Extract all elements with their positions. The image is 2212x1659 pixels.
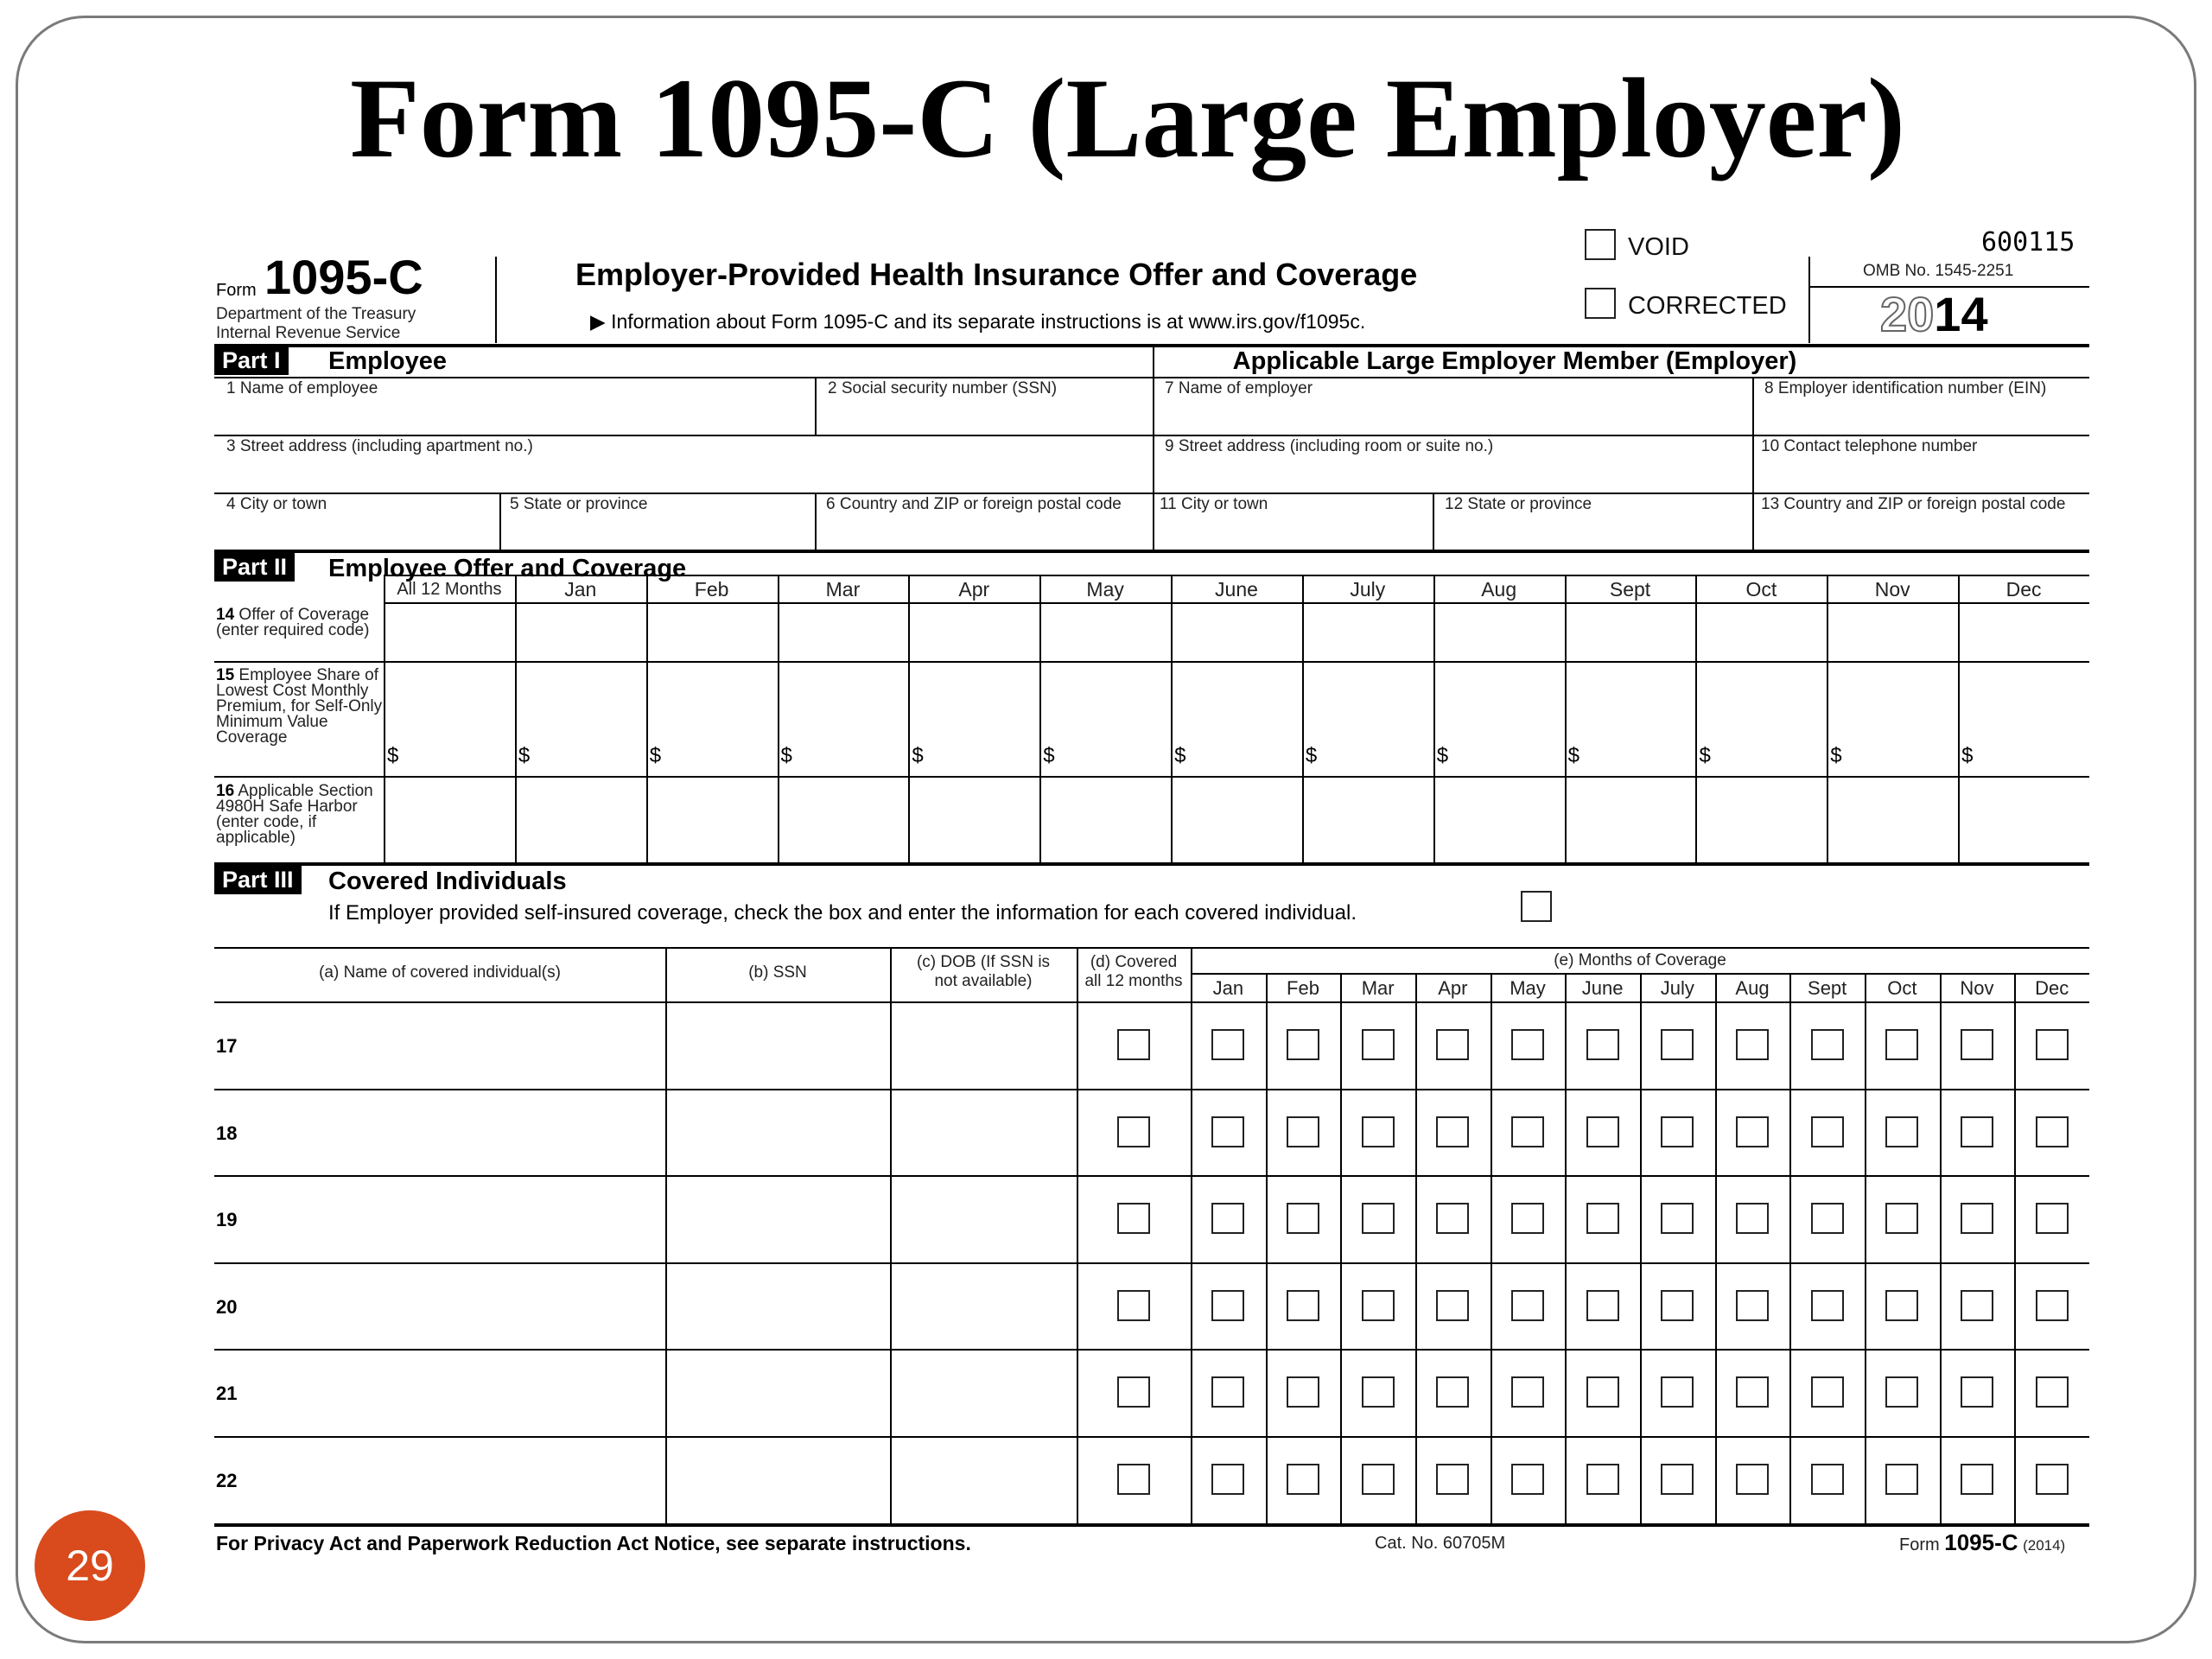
covered-month-checkbox-oct[interactable] xyxy=(1885,1376,1918,1408)
part3-month-divider xyxy=(1565,973,1567,1523)
part3-month-header: Apr xyxy=(1438,977,1468,999)
row14-cell[interactable] xyxy=(1435,604,1563,659)
row14-cell[interactable] xyxy=(1304,604,1432,659)
covered-month-checkbox-july[interactable] xyxy=(1661,1376,1694,1408)
covered-ssn-field[interactable] xyxy=(669,1440,887,1520)
part3-month-divider xyxy=(1789,973,1791,1523)
part3-month-divider xyxy=(1491,973,1492,1523)
part2-month-header: July xyxy=(1350,578,1386,601)
covered-month-checkbox-sept[interactable] xyxy=(1811,1203,1844,1234)
part2-month-header-top xyxy=(384,575,2089,576)
covered-month-checkbox-feb[interactable] xyxy=(1287,1464,1319,1495)
part2-month-header: Nov xyxy=(1874,578,1910,601)
divider-1-2 xyxy=(815,377,817,435)
part3-row-line xyxy=(214,1089,2089,1090)
covered-month-checkbox-mar[interactable] xyxy=(1362,1290,1395,1321)
part2-month-header: Aug xyxy=(1481,578,1517,601)
row16-cell[interactable] xyxy=(517,778,645,861)
part3-month-header: Dec xyxy=(2035,977,2069,999)
footer-year: (2014) xyxy=(2023,1537,2066,1554)
header-divider-left xyxy=(495,257,497,343)
part2-month-header: Apr xyxy=(958,578,990,601)
row14-cell[interactable] xyxy=(1960,604,2088,659)
covered-month-checkbox-oct[interactable] xyxy=(1885,1203,1918,1234)
field-10-label: 10 Contact telephone number xyxy=(1761,437,1978,455)
row14-number: 14 xyxy=(216,606,235,624)
part3-month-divider xyxy=(1340,973,1342,1523)
covered-month-checkbox-jan[interactable] xyxy=(1211,1116,1244,1147)
col-c-header-line1: (c) DOB (If SSN is xyxy=(916,953,1051,971)
row16-number: 16 xyxy=(216,782,235,800)
covered-month-checkbox-may[interactable] xyxy=(1511,1290,1544,1321)
part2-bottom-border xyxy=(214,862,2089,866)
covered-month-checkbox-july[interactable] xyxy=(1661,1116,1694,1147)
part2-badge: Part II xyxy=(214,553,295,582)
covered-month-checkbox-oct[interactable] xyxy=(1885,1464,1918,1495)
covered-month-checkbox-apr[interactable] xyxy=(1436,1029,1469,1060)
row16-cell[interactable] xyxy=(648,778,776,861)
part2-row14-line xyxy=(214,661,2089,663)
corrected-checkbox[interactable] xyxy=(1585,288,1616,319)
covered-month-checkbox-mar[interactable] xyxy=(1362,1203,1395,1234)
row15-currency[interactable]: $ xyxy=(1567,744,1580,767)
covered-ssn-field[interactable] xyxy=(669,1266,887,1346)
part3-month-divider xyxy=(1715,973,1717,1523)
part2-title: Employee Offer and Coverage xyxy=(328,555,687,582)
covered-name-field[interactable] xyxy=(218,1440,662,1520)
field-13-label: 13 Country and ZIP or foreign postal code xyxy=(1761,495,2066,513)
covered-all-12-months-checkbox[interactable] xyxy=(1117,1290,1150,1321)
part1-title: Employee xyxy=(328,347,447,375)
form-number: 1095-C xyxy=(264,250,423,304)
row14-cell[interactable] xyxy=(517,604,645,659)
row14-cell[interactable] xyxy=(779,604,907,659)
row16-cell[interactable] xyxy=(385,778,513,861)
covered-month-checkbox-jan[interactable] xyxy=(1211,1464,1244,1495)
field-1-label: 1 Name of employee xyxy=(226,379,378,397)
covered-month-checkbox-sept[interactable] xyxy=(1811,1116,1844,1147)
field-11-label: 11 City or town xyxy=(1160,495,1268,513)
row16-cell[interactable] xyxy=(1173,778,1300,861)
covered-name-field[interactable] xyxy=(218,1352,662,1433)
row15-currency[interactable]: $ xyxy=(1699,744,1711,767)
form-1095c xyxy=(214,229,2089,1560)
row16-label xyxy=(216,784,389,846)
covered-month-checkbox-may[interactable] xyxy=(1511,1376,1544,1408)
covered-month-checkbox-dec[interactable] xyxy=(2036,1029,2069,1060)
covered-month-checkbox-may[interactable] xyxy=(1511,1203,1544,1234)
covered-month-checkbox-june[interactable] xyxy=(1586,1376,1619,1408)
field-2-label: 2 Social security number (SSN) xyxy=(828,379,1058,397)
covered-month-checkbox-mar[interactable] xyxy=(1362,1464,1395,1495)
covered-month-checkbox-apr[interactable] xyxy=(1436,1290,1469,1321)
covered-month-checkbox-july[interactable] xyxy=(1661,1203,1694,1234)
row15-currency[interactable]: $ xyxy=(1961,744,1974,767)
part1-header-underline xyxy=(214,377,2089,378)
row14-cell[interactable] xyxy=(1567,604,1694,659)
covered-ssn-field[interactable] xyxy=(669,1352,887,1433)
row14-cell[interactable] xyxy=(910,604,1038,659)
row14-cell[interactable] xyxy=(648,604,776,659)
row16-text: Applicable Section 4980H Safe Harbor (enter code, if applicable) xyxy=(216,782,373,847)
part2-month-header: Mar xyxy=(825,578,861,601)
row14-cell[interactable] xyxy=(1697,604,1825,659)
part3-row-line xyxy=(214,1175,2089,1177)
part3-instruction: If Employer provided self-insured coverage, check the box and enter the information for each covered individual. xyxy=(328,901,1357,925)
covered-row-number: 20 xyxy=(216,1295,238,1318)
covered-row-number: 21 xyxy=(216,1382,238,1405)
row15-currency[interactable]: $ xyxy=(1830,744,1842,767)
covered-month-checkbox-aug[interactable] xyxy=(1736,1203,1769,1234)
col-d-header-line2: all 12 months xyxy=(1084,972,1183,990)
part2-month-header: Sept xyxy=(1609,578,1651,601)
part3-month-header: Aug xyxy=(1735,977,1770,999)
covered-month-checkbox-feb[interactable] xyxy=(1287,1029,1319,1060)
covered-all-12-months-checkbox[interactable] xyxy=(1117,1464,1150,1495)
covered-name-field[interactable] xyxy=(218,1092,662,1173)
covered-month-checkbox-may[interactable] xyxy=(1511,1464,1544,1495)
part3-header-top xyxy=(214,947,2089,949)
cat-number: Cat. No. 60705M xyxy=(1375,1534,1506,1553)
privacy-notice: For Privacy Act and Paperwork Reduction Act Notice, see separate instructions. xyxy=(216,1532,971,1554)
tax-year xyxy=(1880,288,1988,341)
row15-currency[interactable]: $ xyxy=(387,744,399,767)
row16-cell[interactable] xyxy=(910,778,1038,861)
covered-month-checkbox-july[interactable] xyxy=(1661,1290,1694,1321)
covered-month-checkbox-oct[interactable] xyxy=(1885,1116,1918,1147)
covered-month-checkbox-feb[interactable] xyxy=(1287,1290,1319,1321)
form-code: 600115 xyxy=(1981,227,2075,257)
row14-cell[interactable] xyxy=(385,604,513,659)
part3-month-header: July xyxy=(1660,977,1694,999)
slide-title: Form 1095-C (Large Employer) xyxy=(350,54,1905,181)
covered-month-checkbox-aug[interactable] xyxy=(1736,1116,1769,1147)
part1-row2-line xyxy=(214,493,2089,494)
tax-year-light: 20 xyxy=(1880,287,1935,341)
covered-month-checkbox-aug[interactable] xyxy=(1736,1376,1769,1408)
covered-month-checkbox-nov[interactable] xyxy=(1961,1290,1993,1321)
col-b-header: (b) SSN xyxy=(748,963,807,982)
field-8-label: 8 Employer identification number (EIN) xyxy=(1764,379,2047,397)
covered-dob-field[interactable] xyxy=(893,1352,1073,1433)
covered-month-checkbox-jan[interactable] xyxy=(1211,1029,1244,1060)
field-7-label: 7 Name of employer xyxy=(1165,379,1313,397)
row14-text: Offer of Coverage (enter required code) xyxy=(216,606,370,639)
part2-month-header: Oct xyxy=(1745,578,1777,601)
row15-currency[interactable]: $ xyxy=(518,744,531,767)
divider-5-6 xyxy=(815,493,817,550)
row14-cell[interactable] xyxy=(1041,604,1169,659)
covered-month-checkbox-nov[interactable] xyxy=(1961,1203,1993,1234)
covered-month-checkbox-dec[interactable] xyxy=(2036,1203,2069,1234)
covered-row-number: 22 xyxy=(216,1470,238,1491)
covered-month-checkbox-dec[interactable] xyxy=(2036,1290,2069,1321)
covered-month-checkbox-nov[interactable] xyxy=(1961,1464,1993,1495)
covered-month-checkbox-apr[interactable] xyxy=(1436,1203,1469,1234)
part3-month-divider xyxy=(1415,973,1417,1523)
part3-month-divider xyxy=(1640,973,1642,1523)
covered-month-checkbox-june[interactable] xyxy=(1586,1290,1619,1321)
part3-title: Covered Individuals xyxy=(328,868,567,895)
covered-month-checkbox-dec[interactable] xyxy=(2036,1376,2069,1408)
covered-month-checkbox-nov[interactable] xyxy=(1961,1376,1993,1408)
covered-month-checkbox-feb[interactable] xyxy=(1287,1116,1319,1147)
part1-badge: Part I xyxy=(214,346,289,375)
covered-name-field[interactable] xyxy=(218,1179,662,1259)
covered-month-checkbox-aug[interactable] xyxy=(1736,1464,1769,1495)
part3-month-header: May xyxy=(1510,977,1546,999)
part3-badge: Part III xyxy=(214,866,302,894)
part3-month-divider xyxy=(1266,973,1268,1523)
header-divider-right xyxy=(1808,257,1810,343)
row15-currency[interactable]: $ xyxy=(1436,744,1449,767)
covered-row-number: 17 xyxy=(216,1035,238,1057)
covered-month-checkbox-dec[interactable] xyxy=(2036,1116,2069,1147)
covered-month-checkbox-aug[interactable] xyxy=(1736,1290,1769,1321)
row16-cell[interactable] xyxy=(1041,778,1169,861)
row15-number: 15 xyxy=(216,666,235,684)
field-5-label: 5 State or province xyxy=(510,495,648,513)
form-word: Form xyxy=(216,281,257,300)
covered-dob-field[interactable] xyxy=(893,1092,1073,1173)
part3-month-divider xyxy=(1865,973,1866,1523)
covered-ssn-field[interactable] xyxy=(669,1092,887,1173)
row16-cell[interactable] xyxy=(779,778,907,861)
department-label: Department of the Treasury xyxy=(216,305,416,323)
covered-dob-field[interactable] xyxy=(893,1005,1073,1085)
footer-form-id xyxy=(1899,1530,2065,1558)
covered-month-checkbox-mar[interactable] xyxy=(1362,1376,1395,1408)
row16-cell[interactable] xyxy=(1435,778,1563,861)
covered-month-checkbox-oct[interactable] xyxy=(1885,1290,1918,1321)
row15-currency[interactable]: $ xyxy=(1305,744,1318,767)
part1-row1-line xyxy=(214,435,2089,436)
part3-header-bottom xyxy=(214,1001,2089,1003)
covered-month-checkbox-apr[interactable] xyxy=(1436,1464,1469,1495)
employee-employer-divider xyxy=(1153,344,1154,550)
covered-month-checkbox-june[interactable] xyxy=(1586,1116,1619,1147)
row15-currency[interactable]: $ xyxy=(780,744,792,767)
covered-month-checkbox-sept[interactable] xyxy=(1811,1290,1844,1321)
covered-name-field[interactable] xyxy=(218,1266,662,1346)
row16-cell[interactable] xyxy=(1567,778,1694,861)
part3-month-divider xyxy=(2014,973,2016,1523)
covered-dob-field[interactable] xyxy=(893,1266,1073,1346)
row14-cell[interactable] xyxy=(1828,604,1956,659)
row15-label xyxy=(216,668,389,746)
footer-form-word: Form xyxy=(1899,1535,1940,1554)
row15-currency[interactable]: $ xyxy=(649,744,662,767)
footer-form-number: 1095-C xyxy=(1944,1529,2018,1555)
part1-bottom-border xyxy=(214,550,2089,553)
col-e-header: (e) Months of Coverage xyxy=(1554,951,1726,969)
part2-month-header: June xyxy=(1215,578,1258,601)
covered-dob-field[interactable] xyxy=(893,1179,1073,1259)
field-4-label: 4 City or town xyxy=(226,495,327,513)
self-insured-checkbox[interactable] xyxy=(1521,891,1552,922)
covered-all-12-months-checkbox[interactable] xyxy=(1117,1203,1150,1234)
covered-month-checkbox-jan[interactable] xyxy=(1211,1376,1244,1408)
corrected-label: CORRECTED xyxy=(1628,292,1787,320)
row16-cell[interactable] xyxy=(1960,778,2088,861)
covered-month-checkbox-may[interactable] xyxy=(1511,1029,1544,1060)
row15-currency[interactable]: $ xyxy=(1043,744,1055,767)
covered-month-checkbox-jan[interactable] xyxy=(1211,1290,1244,1321)
covered-row-number: 18 xyxy=(216,1122,238,1144)
covered-all-12-months-checkbox[interactable] xyxy=(1117,1116,1150,1147)
void-checkbox[interactable] xyxy=(1585,229,1616,260)
covered-month-checkbox-mar[interactable] xyxy=(1362,1116,1395,1147)
part3-month-header: Sept xyxy=(1808,977,1847,999)
info-line: ▶ Information about Form 1095-C and its separate instructions is at www.irs.gov/f1095c. xyxy=(590,310,1366,333)
form-title: Employer-Provided Health Insurance Offer and Coverage xyxy=(575,257,1418,292)
part3-bottom-border xyxy=(214,1523,2089,1527)
row14-cell[interactable] xyxy=(1173,604,1300,659)
part3-month-header: June xyxy=(1581,977,1624,999)
row15-currency[interactable]: $ xyxy=(1174,744,1186,767)
part3-row-line xyxy=(214,1349,2089,1351)
covered-all-12-months-checkbox[interactable] xyxy=(1117,1029,1150,1060)
divider-4-5 xyxy=(499,493,501,550)
row14-label xyxy=(216,607,389,639)
covered-ssn-field[interactable] xyxy=(669,1005,887,1085)
part3-month-header: Nov xyxy=(1960,977,1994,999)
field-9-label: 9 Street address (including room or suite no.) xyxy=(1165,437,1494,455)
row15-currency[interactable]: $ xyxy=(912,744,924,767)
col-c-header-line2: not available) xyxy=(934,972,1033,990)
part3-month-divider xyxy=(1940,973,1942,1523)
part3-row-line xyxy=(214,1262,2089,1264)
slide-page-number: 29 xyxy=(35,1510,145,1621)
part3-month-header: Mar xyxy=(1361,977,1395,999)
divider-11-12 xyxy=(1433,493,1434,550)
covered-month-checkbox-june[interactable] xyxy=(1586,1029,1619,1060)
col-a-header: (a) Name of covered individual(s) xyxy=(319,963,561,982)
void-label: VOID xyxy=(1628,233,1689,261)
covered-month-checkbox-june[interactable] xyxy=(1586,1203,1619,1234)
divider-7-8 xyxy=(1752,377,1754,550)
employer-title: Applicable Large Employer Member (Employer) xyxy=(1232,347,1797,375)
covered-dob-field[interactable] xyxy=(893,1440,1073,1520)
covered-month-checkbox-dec[interactable] xyxy=(2036,1464,2069,1495)
covered-month-checkbox-feb[interactable] xyxy=(1287,1376,1319,1408)
covered-name-field[interactable] xyxy=(218,1005,662,1085)
covered-month-checkbox-june[interactable] xyxy=(1586,1464,1619,1495)
covered-month-checkbox-nov[interactable] xyxy=(1961,1029,1993,1060)
part3-month-header: Jan xyxy=(1212,977,1244,999)
part3-month-header: Oct xyxy=(1887,977,1917,999)
covered-month-checkbox-apr[interactable] xyxy=(1436,1376,1469,1408)
tax-year-bold: 14 xyxy=(1934,287,1988,341)
field-3-label: 3 Street address (including apartment no.) xyxy=(226,437,533,455)
part2-month-header: Feb xyxy=(694,578,729,601)
part3-row-line xyxy=(214,1436,2089,1438)
covered-month-checkbox-mar[interactable] xyxy=(1362,1029,1395,1060)
row15-text: Employee Share of Lowest Cost Monthly Premium, for Self-Only Minimum Value Coverage xyxy=(216,666,383,747)
covered-month-checkbox-sept[interactable] xyxy=(1811,1464,1844,1495)
omb-number: OMB No. 1545-2251 xyxy=(1863,262,2014,280)
field-6-label: 6 Country and ZIP or foreign postal code xyxy=(826,495,1122,513)
covered-month-checkbox-feb[interactable] xyxy=(1287,1203,1319,1234)
covered-month-checkbox-aug[interactable] xyxy=(1736,1029,1769,1060)
covered-month-checkbox-apr[interactable] xyxy=(1436,1116,1469,1147)
part2-month-header: Jan xyxy=(564,578,597,601)
row16-cell[interactable] xyxy=(1828,778,1956,861)
covered-month-checkbox-may[interactable] xyxy=(1511,1116,1544,1147)
covered-all-12-months-checkbox[interactable] xyxy=(1117,1376,1150,1408)
row16-cell[interactable] xyxy=(1304,778,1432,861)
irs-label: Internal Revenue Service xyxy=(216,324,401,342)
part2-month-header: May xyxy=(1086,578,1124,601)
covered-month-checkbox-july[interactable] xyxy=(1661,1029,1694,1060)
covered-month-checkbox-oct[interactable] xyxy=(1885,1029,1918,1060)
col-d-header-line1: (d) Covered xyxy=(1090,953,1178,971)
part2-month-header: Dec xyxy=(2005,578,2042,601)
covered-month-checkbox-jan[interactable] xyxy=(1211,1203,1244,1234)
covered-month-checkbox-nov[interactable] xyxy=(1961,1116,1993,1147)
covered-month-checkbox-sept[interactable] xyxy=(1811,1029,1844,1060)
covered-row-number: 19 xyxy=(216,1209,238,1231)
covered-month-checkbox-july[interactable] xyxy=(1661,1464,1694,1495)
row16-cell[interactable] xyxy=(1697,778,1825,861)
covered-month-checkbox-sept[interactable] xyxy=(1811,1376,1844,1408)
field-12-label: 12 State or province xyxy=(1445,495,1592,513)
part3-month-header: Feb xyxy=(1287,977,1319,999)
part2-month-header: All 12 Months xyxy=(397,580,502,599)
covered-ssn-field[interactable] xyxy=(669,1179,887,1259)
